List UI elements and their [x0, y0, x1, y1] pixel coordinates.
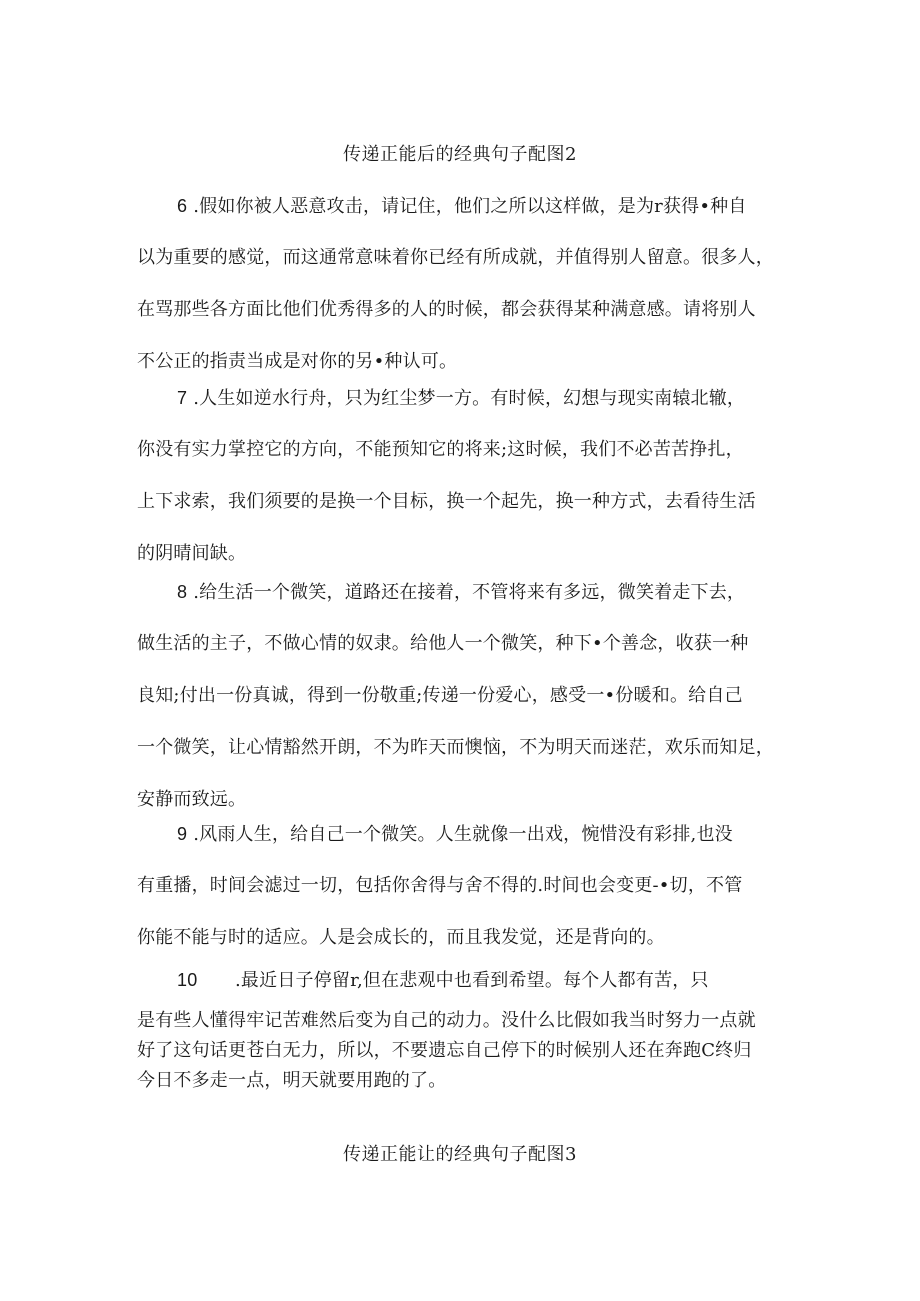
paragraph-line: 10 .最近日子停留r,但在悲观中也看到希望。每个人都有苦，只	[137, 954, 777, 1006]
item-number: 10	[177, 970, 198, 990]
paragraph-7	[137, 372, 777, 580]
paragraph-line: 好了这句话更苍白无力，所以，不要遗忘自己停下的时候别人还在奔跑C终归	[137, 1040, 752, 1061]
paragraph-line: 8 .给生活一个微笑，道路还在接着，不管将来有多远，微笑着走下去，	[177, 582, 746, 603]
paragraph-line: 良知;付出一份真诚，得到一份敬重;传递一份爱心，感受一•份暖和。给自己	[137, 685, 743, 706]
paragraph-line: 不公正的指责当成是对你的另•种认可。	[137, 351, 458, 372]
paragraph-line: 在骂那些各方面比他们优秀得多的人的时候，都会获得某种满意感。请将别人	[137, 299, 756, 320]
paragraph-line: 是有些人懂得牢记苦难然后变为自己的动力。没什么比假如我当时努力一点就	[137, 1010, 756, 1031]
paragraph-line: 做生活的主子，不做心情的奴隶。给他人一个微笑，种下•个善念，收获一种	[137, 633, 749, 654]
paragraph-8	[137, 566, 777, 826]
paragraph-line: 有重播，时间会滤过一切，包括你舍得与舍不得的.时间也会变更-•切，不管	[137, 875, 743, 896]
paragraph-line: 6 .假如你被人恶意攻击，请记住，他们之所以这样做，是为r获得•种自	[177, 196, 747, 217]
section-heading-2: 传递正能后的经典句子配图2	[343, 144, 577, 165]
section-heading-3: 传递正能让的经典句子配图3	[343, 1144, 577, 1165]
paragraph-9	[137, 808, 777, 964]
paragraph-line: 一个微笑，让心情豁然开朗，不为昨天而懊恼，不为明天而迷茫，欢乐而知足，	[137, 737, 774, 758]
item-number: 7	[177, 388, 188, 408]
paragraph-line: 7 .人生如逆水行舟，只为红尘梦一方。有时候，幻想与现实南辕北辙，	[177, 388, 746, 409]
paragraph-line: 安静而致远。	[137, 789, 247, 810]
paragraph-6	[137, 180, 777, 388]
paragraph-line: 你没有实力掌控它的方向，不能预知它的将来;这时候，我们不必苦苦挣扎，	[137, 439, 744, 460]
paragraph-line: 9 .风雨人生，给自己一个微笑。人生就像一出戏，惋惜没有彩排,也没	[177, 824, 733, 845]
item-number: 9	[177, 824, 188, 844]
paragraph-line: 的阴晴间缺。	[137, 543, 247, 564]
paragraph-line: 今日不多走一点，明天就要用跑的了。	[137, 1070, 447, 1091]
item-number: 6	[177, 196, 188, 216]
paragraph-line: 上下求索，我们须要的是换一个目标，换一个起先，换一种方式，去看待生活	[137, 491, 756, 512]
paragraph-line: 你能不能与时的适应。人是会成长的，而且我发觉，还是背向的。	[137, 927, 665, 948]
item-number: 8	[177, 582, 188, 602]
paragraph-10	[137, 954, 777, 1096]
paragraph-line: 以为重要的感觉，而这通常意味着你已经有所成就，并值得别人留意。很多人，	[137, 247, 774, 268]
